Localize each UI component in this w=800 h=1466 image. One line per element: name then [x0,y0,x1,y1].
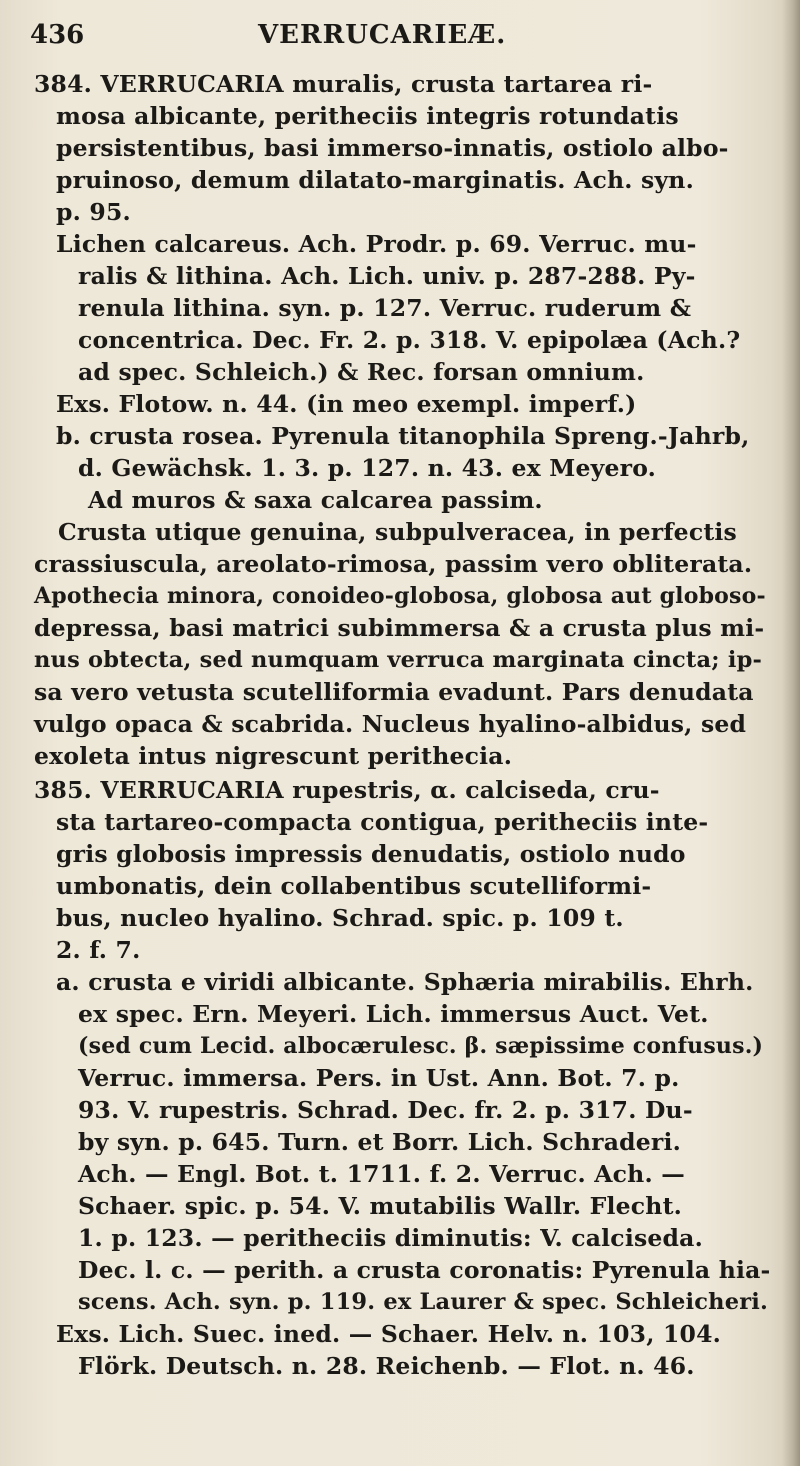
text-line: Ad muros & saxa calcarea passim. [88,486,543,514]
text-line: by syn. p. 645. Turn. et Borr. Lich. Schraderi. [78,1128,682,1156]
text-line: ralis & lithina. Ach. Lich. univ. p. 287-288. Py- [78,262,696,290]
text-line: persistentibus, basi immerso-innatis, ostiolo albo- [56,134,729,162]
text-line: Verruc. immersa. Pers. in Ust. Ann. Bot. 7. p. [78,1064,680,1092]
text-line: depressa, basi matrici subimmersa & a crusta plus mi- [34,614,765,642]
text-line: 2. f. 7. [56,936,141,964]
text-line: d. Gewächsk. 1. 3. p. 127. n. 43. ex Meyero. [78,454,657,482]
text-line: 1. p. 123. — peritheciis diminutis: V. calciseda. [78,1224,703,1252]
page-edge-shadow [782,0,800,1466]
text-line: ad spec. Schleich.) & Rec. forsan omnium. [78,358,645,386]
text-line: umbonatis, dein collabentibus scutelliformi- [56,872,652,900]
text-line: Crusta utique genuina, subpulveracea, in perfectis [58,518,737,546]
text-line: crassiuscula, areolato-rimosa, passim vero obliterata. [34,550,753,578]
text-line: Schaer. spic. p. 54. V. mutabilis Wallr. Flecht. [78,1192,683,1220]
text-line: (sed cum Lecid. albocærulesc. β. sæpissime confusus.) [78,1033,764,1059]
text-line: mosa albicante, peritheciis integris rotundatis [56,102,679,130]
text-line: vulgo opaca & scabrida. Nucleus hyalino-albidus, sed [34,710,747,738]
running-title: VERRUCARIEÆ. [258,20,507,50]
text-line: 384. VERRUCARIA muralis, crusta tartarea ri- [34,70,653,98]
text-line: 385. VERRUCARIA rupestris, α. calciseda, cru- [34,776,660,804]
text-line: b. crusta rosea. Pyrenula titanophila Spreng.-Jahrb, [56,422,750,450]
text-line: nus obtecta, sed numquam verruca marginata cincta; ip- [34,647,763,673]
text-line: exoleta intus nigrescunt perithecia. [34,742,513,770]
page-number: 436 [30,20,85,50]
page-header [30,14,750,54]
text-line: ex spec. Ern. Meyeri. Lich. immersus Auct. Vet. [78,1000,709,1028]
text-line: renula lithina. syn. p. 127. Verruc. ruderum & [78,294,692,322]
text-line: sta tartareo-compacta contigua, peritheciis inte- [56,808,709,836]
text-line: Dec. l. c. — perith. a crusta coronatis: Pyrenula hia- [78,1256,771,1284]
text-line: 93. V. rupestris. Schrad. Dec. fr. 2. p. 317. Du- [78,1096,693,1124]
text-line: Ach. — Engl. Bot. t. 1711. f. 2. Verruc. Ach. — [78,1160,685,1188]
text-line: bus, nucleo hyalino. Schrad. spic. p. 109 t. [56,904,624,932]
text-line: Flörk. Deutsch. n. 28. Reichenb. — Flot. n. 46. [78,1352,695,1380]
text-line: p. 95. [56,198,131,226]
text-line: a. crusta e viridi albicante. Sphæria mirabilis. Ehrh. [56,968,754,996]
text-line: Lichen calcareus. Ach. Prodr. p. 69. Verruc. mu- [56,230,697,258]
text-line: gris globosis impressis denudatis, ostiolo nudo [56,840,686,868]
text-line: Exs. Flotow. n. 44. (in meo exempl. imperf.) [56,390,637,418]
text-line: scens. Ach. syn. p. 119. ex Laurer & spec. Schleicheri. [78,1289,769,1315]
text-line: Exs. Lich. Suec. ined. — Schaer. Helv. n. 103, 104. [56,1320,722,1348]
text-line: Apothecia minora, conoideo-globosa, globosa aut globoso- [34,583,766,609]
text-line: concentrica. Dec. Fr. 2. p. 318. V. epipolæa (Ach.? [78,326,741,354]
text-line: pruinoso, demum dilatato-marginatis. Ach. syn. [56,166,694,194]
text-line: sa vero vetusta scutelliformia evadunt. Pars denudata [34,678,754,706]
